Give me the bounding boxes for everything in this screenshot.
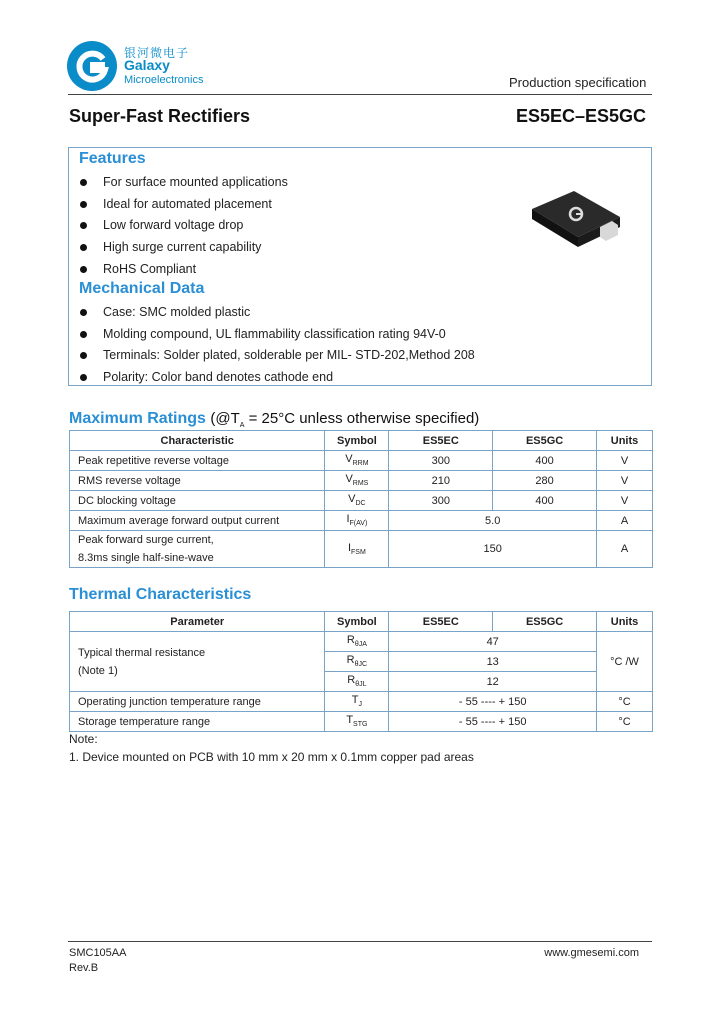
table-cell: 300 xyxy=(389,491,493,511)
brand-chinese-name: 银河微电子 xyxy=(124,46,190,60)
table-cell: $V_{RMS}$ xyxy=(325,471,389,491)
page-title: Super-Fast Rectifiers xyxy=(69,106,251,126)
max-ratings-condition: ($@T_A = 25^\circ C$ unless otherwise specified) xyxy=(210,410,480,429)
list-item: Ideal for automated placement xyxy=(69,194,509,216)
table-row xyxy=(70,531,653,568)
footer-website-link[interactable]: www.gmesemi.com xyxy=(544,947,639,959)
table-header-row xyxy=(70,431,653,451)
table-cell: Operating junction temperature range xyxy=(70,692,325,712)
table-header: Units xyxy=(597,431,653,451)
table-cell: Maximum average forward output current xyxy=(70,511,325,531)
brand-subtitle: Microelectronics xyxy=(124,74,204,86)
table-row xyxy=(70,511,653,531)
note-label: Note: xyxy=(69,732,98,746)
thermal-table xyxy=(69,611,653,732)
table-row xyxy=(70,692,653,712)
table-cell: 300 xyxy=(389,451,493,471)
table-cell: Peak forward surge current, 8.3ms single half-sine-wave xyxy=(70,531,325,568)
features-heading: Features xyxy=(79,150,146,167)
document-type: Production specification xyxy=(509,75,647,90)
footer-doc-code: SMC105AA xyxy=(69,947,127,959)
table-cell: $T_{STG}$ xyxy=(325,712,389,732)
footer-divider xyxy=(68,941,652,942)
table-header: Units xyxy=(597,612,653,632)
table-cell: $I_{F(AV)}$ xyxy=(325,511,389,531)
table-cell: $R_{\theta JC}$ xyxy=(325,652,389,672)
max-ratings-heading: Maximum Ratings xyxy=(69,410,206,427)
table-header: Symbol xyxy=(325,612,389,632)
header-divider xyxy=(68,94,652,95)
table-cell: V xyxy=(597,471,653,491)
table-cell: 400 xyxy=(493,451,597,471)
table-cell: $T_J$ xyxy=(325,692,389,712)
thermal-heading: Thermal Characteristics xyxy=(69,586,252,603)
table-cell: - 55 ---- + 150 xyxy=(389,712,597,732)
smc-package-image xyxy=(528,187,624,251)
table-cell: V xyxy=(597,491,653,511)
table-row xyxy=(70,712,653,732)
table-cell: A xyxy=(597,511,653,531)
table-cell: $R_{\theta JL}$ xyxy=(325,672,389,692)
table-cell: RMS reverse voltage xyxy=(70,471,325,491)
table-cell: $V_{RRM}$ xyxy=(325,451,389,471)
mechanical-heading: Mechanical Data xyxy=(79,280,205,297)
features-box xyxy=(68,147,652,386)
table-row xyxy=(70,471,653,491)
table-cell: $I_{FSM}$ xyxy=(325,531,389,568)
list-item: Terminals: Solder plated, solderable per MIL- STD-202,Method 208 xyxy=(69,345,629,367)
table-header: ES5EC xyxy=(389,612,493,632)
table-cell: A xyxy=(597,531,653,568)
table-header: ES5GC xyxy=(493,612,597,632)
max-ratings-table xyxy=(69,430,653,568)
list-item: Molding compound, UL flammability classification rating 94V-0 xyxy=(69,324,629,346)
table-header: Parameter xyxy=(70,612,325,632)
list-item: Polarity: Color band denotes cathode end xyxy=(69,367,629,389)
table-cell: V xyxy=(597,451,653,471)
table-cell: 5.0 xyxy=(389,511,597,531)
table-cell: 280 xyxy=(493,471,597,491)
galaxy-logo-icon xyxy=(66,40,118,92)
list-item: For surface mounted applications xyxy=(69,172,509,194)
table-header: ES5EC xyxy=(389,431,493,451)
list-item: Low forward voltage drop xyxy=(69,215,509,237)
table-cell: DC blocking voltage xyxy=(70,491,325,511)
table-header: Symbol xyxy=(325,431,389,451)
table-cell: °C /W xyxy=(597,632,653,692)
list-item: RoHS Compliant xyxy=(69,259,509,281)
table-cell: °C xyxy=(597,712,653,732)
table-cell: Storage temperature range xyxy=(70,712,325,732)
max-ratings-title xyxy=(69,410,479,429)
table-cell: 47 xyxy=(389,632,597,652)
table-cell: $R_{\theta JA}$ xyxy=(325,632,389,652)
table-row xyxy=(70,451,653,471)
table-cell: 150 xyxy=(389,531,597,568)
footer-revision: Rev.B xyxy=(69,962,99,974)
table-cell: - 55 ---- + 150 xyxy=(389,692,597,712)
note-item: 1. Device mounted on PCB with 10 mm x 20 mm x 0.1mm copper pad areas xyxy=(69,750,474,764)
table-header: Characteristic xyxy=(70,431,325,451)
brand-name: Galaxy xyxy=(124,57,170,73)
table-header: ES5GC xyxy=(493,431,597,451)
table-cell: Typical thermal resistance (Note 1) xyxy=(70,632,325,692)
table-cell: °C xyxy=(597,692,653,712)
table-cell: Peak repetitive reverse voltage xyxy=(70,451,325,471)
table-row xyxy=(70,491,653,511)
table-cell: 13 xyxy=(389,652,597,672)
table-cell: 400 xyxy=(493,491,597,511)
table-cell: 210 xyxy=(389,471,493,491)
features-list xyxy=(69,172,509,280)
list-item: High surge current capability xyxy=(69,237,509,259)
part-number-range: ES5EC–ES5GC xyxy=(515,106,646,126)
table-header-row xyxy=(70,612,653,632)
mechanical-list xyxy=(69,302,629,389)
table-row xyxy=(70,632,653,652)
table-cell: 12 xyxy=(389,672,597,692)
list-item: Case: SMC molded plastic xyxy=(69,302,629,324)
table-cell: $V_{DC}$ xyxy=(325,491,389,511)
